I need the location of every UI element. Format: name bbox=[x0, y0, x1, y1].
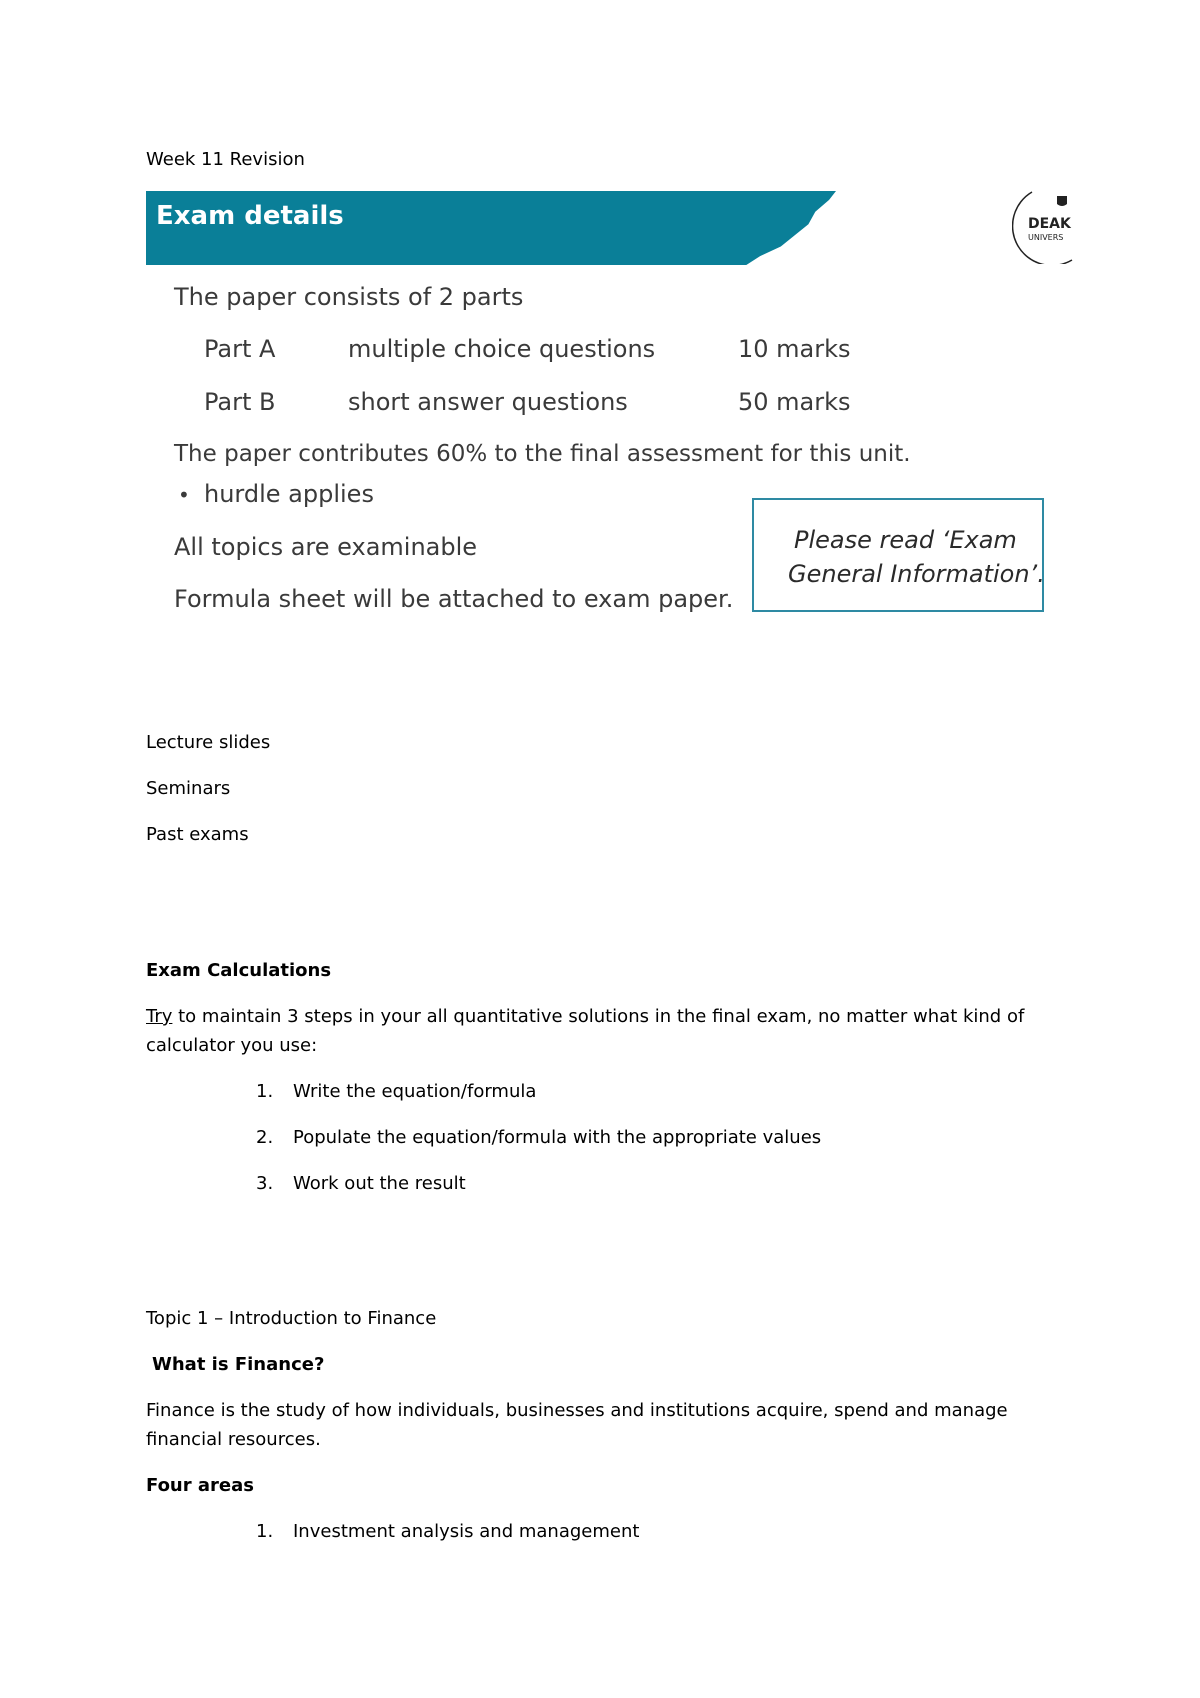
part-b-type: short answer questions bbox=[348, 388, 628, 416]
callout-line-2: General Information’. bbox=[788, 560, 1045, 588]
exam-calculations-heading: Exam Calculations bbox=[146, 960, 332, 981]
topic-1-title: Topic 1 – Introduction to Finance bbox=[146, 1308, 437, 1329]
university-logo bbox=[1012, 188, 1088, 264]
step-number: 1. bbox=[256, 1081, 274, 1102]
slide-contribution: The paper contributes 60% to the final assessment for this unit. bbox=[174, 441, 911, 467]
logo-wordmark: DEAK bbox=[1028, 216, 1071, 232]
resource-past-exams: Past exams bbox=[146, 824, 249, 845]
part-b-marks: 50 marks bbox=[738, 388, 851, 416]
part-a-name: Part A bbox=[204, 335, 276, 363]
slide-formula: Formula sheet will be attached to exam paper. bbox=[174, 585, 734, 613]
topic-1-definition-1: Finance is the study of how individuals, businesses and institutions acquire, spend and manage bbox=[146, 1400, 1008, 1421]
intro-try: Try bbox=[146, 1006, 173, 1027]
resource-seminars: Seminars bbox=[146, 778, 231, 799]
step-number: 3. bbox=[256, 1173, 274, 1194]
topic-1-definition-2: financial resources. bbox=[146, 1429, 321, 1450]
four-areas-heading: Four areas bbox=[146, 1475, 254, 1496]
part-a-type: multiple choice questions bbox=[348, 335, 656, 363]
step-text: Populate the equation/formula with the appropriate values bbox=[293, 1127, 822, 1148]
slide-intro: The paper consists of 2 parts bbox=[174, 283, 524, 311]
topic-1-question: What is Finance? bbox=[152, 1354, 325, 1375]
step-text: Work out the result bbox=[293, 1173, 466, 1194]
intro-rest: to maintain 3 steps in your all quantitative solutions in the final exam, no matter what kind of bbox=[172, 1006, 1025, 1027]
slide-bullet: hurdle applies bbox=[204, 480, 374, 508]
exam-calculations-intro bbox=[146, 1006, 1024, 1028]
page-title: Week 11 Revision bbox=[146, 149, 305, 170]
resource-lecture-slides: Lecture slides bbox=[146, 732, 271, 753]
callout-line-1: Please read ‘Exam bbox=[794, 526, 1017, 554]
area-number: 1. bbox=[256, 1521, 274, 1542]
area-text: Investment analysis and management bbox=[293, 1521, 640, 1542]
exam-calculations-intro-2: calculator you use: bbox=[146, 1035, 318, 1056]
step-text: Write the equation/formula bbox=[293, 1081, 537, 1102]
logo-subtext: UNIVERS bbox=[1028, 233, 1064, 242]
slide-examinable: All topics are examinable bbox=[174, 533, 478, 561]
step-number: 2. bbox=[256, 1127, 274, 1148]
bullet-dot: • bbox=[178, 483, 190, 507]
part-b-name: Part B bbox=[204, 388, 276, 416]
part-a-marks: 10 marks bbox=[738, 335, 851, 363]
exam-details-slide bbox=[0, 0, 1200, 640]
slide-banner-title: Exam details bbox=[156, 201, 344, 231]
